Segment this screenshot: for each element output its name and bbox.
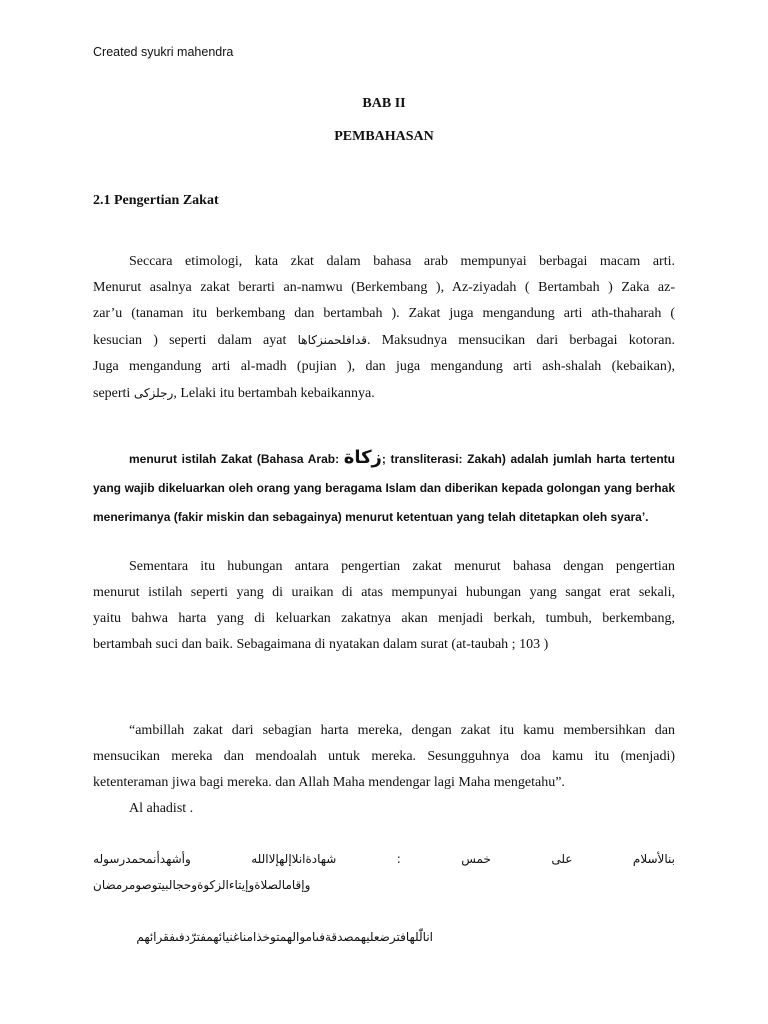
arabic-word: شهادةانلاإلهإلاالله: [251, 852, 337, 866]
arabic-word: :: [396, 852, 401, 866]
text-fragment: , Lelaki itu bertambah kebaikannya.: [173, 386, 375, 401]
text-fragment: ; transliterasi: Zakah) adalah jumlah harta tertentu: [381, 452, 675, 466]
text-line: ketenteraman jiwa bagi mereka. dan Allah Maha mendengar lagi Maha mengetahu”.: [93, 775, 565, 790]
arabic-phrase: رجلزكى: [133, 386, 174, 400]
hadith-line-2: وإقامالصلاةوإيتاءالزكوةوحجالبيتوصومرمضان: [93, 878, 311, 892]
text-line: [93, 443, 675, 474]
arabic-word: خمس: [461, 852, 491, 866]
arabic-verse: قدافلحمنزكاها: [297, 333, 367, 347]
hadith-heading: Al ahadist .: [129, 801, 194, 816]
text-fragment: . Maksudnya mensucikan dari berbagai kotoran.: [366, 333, 676, 348]
section-heading: 2.1 Pengertian Zakat: [93, 193, 219, 208]
text-fragment: seperti: [93, 386, 131, 401]
text-line: zar’u (tanaman itu berkembang dan bertambah ). Zakat juga mengandung arti ath-thaharah (: [93, 306, 675, 321]
text-line: Seccara etimologi, kata zkat dalam bahasa arab mempunyai berbagai macam arti.: [129, 254, 675, 269]
text-line: yang wajib dikeluarkan oleh orang yang beragama Islam dan diberikan kepada golongan yang berhak: [93, 481, 675, 495]
arabic-word: وأشهدأنمحمدرسوله: [93, 852, 191, 866]
text-line: [93, 327, 675, 354]
arabic-zakat: زكاة: [343, 447, 382, 468]
text-line: Menurut asalnya zakat berarti an-namwu (Berkembang ), Az-ziyadah ( Bertambah ) Zaka az-: [93, 280, 675, 295]
text-line: Sementara itu hubungan antara pengertian zakat menurut bahasa dengan pengertian: [129, 559, 675, 574]
text-line: menurut istilah seperti yang di uraikan di atas mempunyai hubungan yang sangat erat sekali,: [93, 585, 675, 600]
paragraph-etymology: [93, 249, 675, 407]
chapter-label: BAB II: [362, 96, 406, 111]
quote-block: [93, 718, 675, 822]
arabic-word: على: [551, 852, 573, 866]
paragraph-terminology: [93, 443, 675, 532]
header-note: Created syukri mahendra: [93, 45, 234, 59]
text-line: bertambah suci dan baik. Sebagaimana di nyatakan dalam surat (at-taubah ; 103 ): [93, 637, 549, 652]
hadith-line: [93, 852, 675, 866]
text-line: [93, 380, 675, 407]
text-line: menerimanya (fakir miskin dan sebagainya) menurut ketentuan yang telah ditetapkan oleh syara’.: [93, 510, 649, 524]
hadith-zakat: انالّٰلهافترضعليهمصدقةفىاموالهمتوخذامناغنيائهمفترّدفىفقرائهم: [136, 930, 433, 944]
chapter-title: PEMBAHASAN: [334, 129, 434, 144]
text-fragment: kesucian ) seperti dalam ayat: [93, 333, 287, 348]
text-line: Juga mengandung arti al-madh (pujian ), dan juga mengandung arti ash-shalah (kebaikan),: [93, 359, 675, 374]
text-line: “ambillah zakat dari sebagian harta mereka, dengan zakat itu kamu membersihkan dan: [129, 723, 675, 738]
text-fragment: menurut istilah Zakat (Bahasa Arab:: [129, 452, 344, 466]
paragraph-relation: [93, 554, 675, 658]
arabic-word: بنالأسلام: [632, 852, 675, 866]
text-line: yaitu bahwa harta yang di keluarkan zakatnya akan menjadi berkah, tumbuh, berkembang,: [93, 611, 675, 626]
text-line: mensucikan mereka dan mendoalah untuk mereka. Sesungguhnya doa kamu itu (menjadi): [93, 749, 675, 764]
